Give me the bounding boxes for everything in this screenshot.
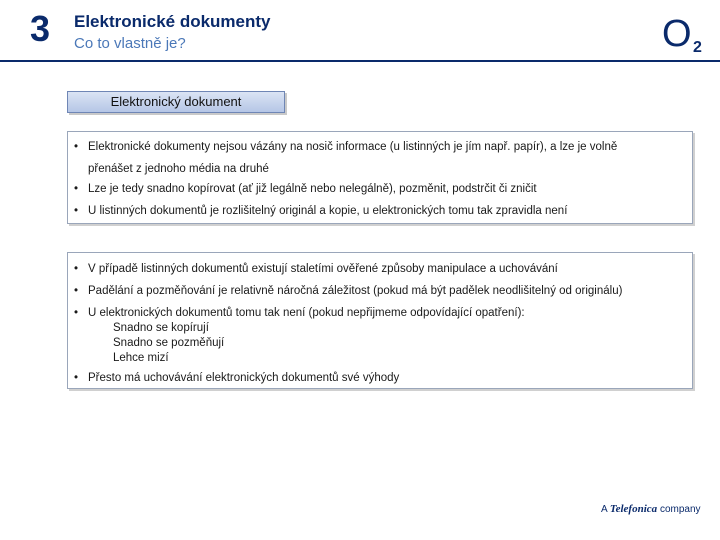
telefonica-logo: Telefonica	[609, 503, 658, 515]
header-divider	[0, 60, 720, 62]
bullet-text: V případě listinných dokumentů existují staletími ověřené způsoby manipulace a uchovávání	[88, 263, 558, 275]
bullet-item	[74, 372, 686, 384]
logo-subscript: 2	[693, 39, 702, 56]
bullet-marker: •	[74, 285, 79, 297]
bullet-item	[74, 205, 686, 217]
bullet-marker: •	[74, 263, 79, 275]
slide-number: 3	[30, 8, 50, 49]
footer-branding	[601, 503, 701, 515]
footer-prefix: A	[601, 504, 608, 515]
slide-subtitle: Co to vlastně je?	[74, 35, 186, 52]
content-panel-2	[67, 252, 693, 389]
content-panel-1	[67, 131, 693, 224]
o2-logo-icon	[662, 14, 708, 56]
bullet-item	[74, 183, 686, 195]
sub-item: Snadno se pozměňují	[113, 337, 225, 349]
bullet-text: přenášet z jednoho média na druhé	[88, 163, 269, 175]
bullet-text: Elektronické dokumenty nejsou vázány na nosič informace (u listinných je jím např. papír), a lze je volně	[88, 141, 618, 153]
bullet-text: Přesto má uchovávání elektronických dokumentů své výhody	[88, 372, 400, 384]
bullet-item	[74, 263, 686, 275]
slide-title: Elektronické dokumenty	[74, 12, 271, 31]
bullet-text: Lze je tedy snadno kopírovat (ať již legálně nebo nelegálně), pozměnit, podstrčit či zničit	[88, 183, 537, 195]
bullet-marker: •	[74, 205, 79, 217]
logo-letter: O	[662, 14, 692, 55]
bullet-marker: •	[74, 372, 79, 384]
section-tab: Elektronický dokument	[67, 91, 285, 113]
bullet-item	[74, 285, 686, 297]
footer-suffix: company	[659, 504, 701, 515]
bullet-item	[74, 307, 686, 319]
bullet-item	[74, 141, 686, 153]
bullet-text: Padělání a pozměňování je relativně náročná záležitost (pokud má být padělek neodlišitelný od originálu)	[88, 285, 623, 297]
bullet-continuation	[74, 163, 686, 175]
bullet-text: U listinných dokumentů je rozlišitelný originál a kopie, u elektronických tomu tak zpravidla není	[88, 205, 568, 217]
bullet-marker: •	[74, 141, 79, 153]
bullet-marker: •	[74, 183, 79, 195]
sub-item: Snadno se kopírují	[113, 322, 209, 334]
bullet-text: U elektronických dokumentů tomu tak není (pokud nepřijmeme odpovídající opatření):	[88, 307, 525, 319]
sub-item: Lehce mizí	[113, 352, 169, 364]
bullet-marker: •	[74, 307, 79, 319]
